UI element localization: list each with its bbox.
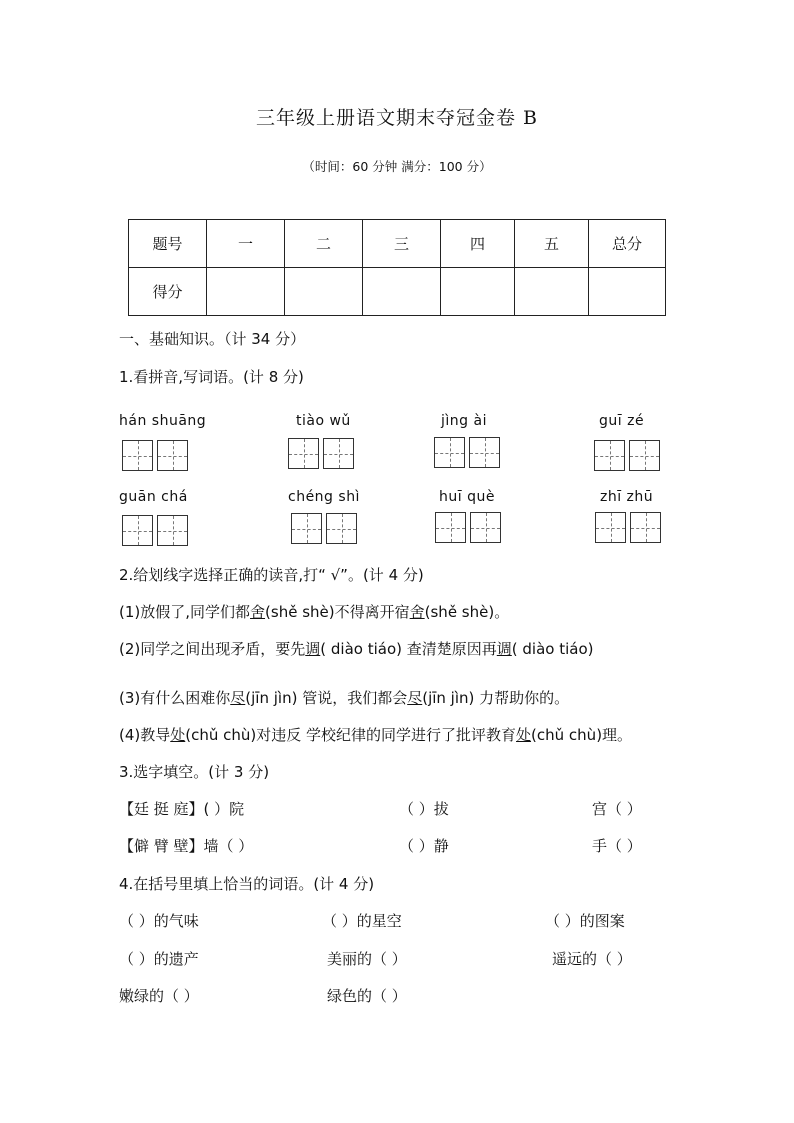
pinyin-label: tiào wǔ xyxy=(296,413,351,429)
pinyin-label: huī què xyxy=(439,489,495,505)
question-1-prompt: 1.看拼音,写词语。(计 8 分) xyxy=(119,368,304,386)
fill-item: （ ）的气味 xyxy=(119,912,199,930)
question-2-prompt: 2.给划线字选择正确的读音,打“ √”。(计 4 分) xyxy=(119,566,424,584)
writing-grid[interactable] xyxy=(122,515,192,546)
writing-grid[interactable] xyxy=(435,512,505,543)
grid-cell[interactable] xyxy=(594,440,625,471)
grid-cell[interactable] xyxy=(469,437,500,468)
fill-item: （ ）的星空 xyxy=(322,912,402,930)
question-4-prompt: 4.在括号里填上恰当的词语。(计 4 分) xyxy=(119,875,375,893)
grid-cell[interactable] xyxy=(470,512,501,543)
pinyin-label: jìng ài xyxy=(441,413,487,429)
score-blank-cell xyxy=(363,268,441,316)
fill-item: 【廷 挺 庭】( ）院 xyxy=(119,800,245,818)
fill-item: 手（ ） xyxy=(592,837,642,855)
score-header-cell: 一 xyxy=(207,220,285,268)
question-2-line-3: (3)有什么困难你尽(jīn jìn) 管说，我们都会尽(jīn jìn) 力帮助你的。 xyxy=(119,689,570,707)
score-header-cell: 二 xyxy=(285,220,363,268)
score-header-cell: 总分 xyxy=(589,220,666,268)
pinyin-label: chéng shì xyxy=(288,489,360,505)
fill-item: 遥远的（ ） xyxy=(552,950,632,968)
grid-cell[interactable] xyxy=(326,513,357,544)
score-blank-cell xyxy=(441,268,515,316)
pinyin-label: zhī zhū xyxy=(600,489,654,505)
pinyin-label: guī zé xyxy=(599,413,645,429)
fill-item: （ ）的图案 xyxy=(545,912,625,930)
section-heading: 一、基础知识。（计 34 分） xyxy=(119,330,306,348)
fill-item: 美丽的（ ） xyxy=(327,950,407,968)
score-header-cell: 三 xyxy=(363,220,441,268)
exam-info: （时间：60 分钟 满分：100 分） xyxy=(302,159,492,174)
writing-grid[interactable] xyxy=(288,438,358,469)
score-blank-cell xyxy=(207,268,285,316)
writing-grid[interactable] xyxy=(291,513,361,544)
grid-cell[interactable] xyxy=(629,440,660,471)
grid-cell[interactable] xyxy=(288,438,319,469)
grid-cell[interactable] xyxy=(157,515,188,546)
score-header-cell: 五 xyxy=(515,220,589,268)
fill-item: 绿色的（ ） xyxy=(327,987,407,1005)
question-2-line-1: (1)放假了,同学们都舍(shě shè)不得离开宿舍(shě shè)。 xyxy=(119,603,510,621)
grid-cell[interactable] xyxy=(595,512,626,543)
score-header-cell: 题号 xyxy=(129,220,207,268)
score-blank-cell xyxy=(285,268,363,316)
fill-item: （ ）拔 xyxy=(399,800,449,818)
question-2-line-4: (4)教导处(chǔ chù)对违反 学校纪律的同学进行了批评教育处(chǔ chù)理。 xyxy=(119,726,633,744)
grid-cell[interactable] xyxy=(157,440,188,471)
score-header-cell: 四 xyxy=(441,220,515,268)
writing-grid[interactable] xyxy=(434,437,504,468)
grid-cell[interactable] xyxy=(434,437,465,468)
pinyin-label: guān chá xyxy=(119,489,188,505)
fill-item: （ ）静 xyxy=(399,837,449,855)
page-title: 三年级上册语文期末夺冠金卷 B xyxy=(255,107,538,129)
grid-cell[interactable] xyxy=(630,512,661,543)
question-2-line-2: (2)同学之间出现矛盾，要先调( diào tiáo) 查清楚原因再调( diào tiáo) xyxy=(119,640,594,658)
fill-item: 嫩绿的（ ） xyxy=(119,987,199,1005)
fill-item: 【僻 臂 壁】墙（ ） xyxy=(119,837,254,855)
pinyin-label: hán shuāng xyxy=(119,413,207,429)
score-blank-cell xyxy=(515,268,589,316)
grid-cell[interactable] xyxy=(122,515,153,546)
score-table-score-row xyxy=(129,268,666,316)
grid-cell[interactable] xyxy=(291,513,322,544)
fill-item: 宫（ ） xyxy=(592,800,642,818)
grid-cell[interactable] xyxy=(435,512,466,543)
grid-cell[interactable] xyxy=(323,438,354,469)
score-table xyxy=(128,219,666,316)
writing-grid[interactable] xyxy=(594,440,664,471)
score-blank-cell xyxy=(589,268,666,316)
question-3-prompt: 3.选字填空。(计 3 分) xyxy=(119,763,270,781)
grid-cell[interactable] xyxy=(122,440,153,471)
writing-grid[interactable] xyxy=(122,440,192,471)
score-table-header-row xyxy=(129,220,666,268)
writing-grid[interactable] xyxy=(595,512,665,543)
score-row-label: 得分 xyxy=(129,268,207,316)
fill-item: （ ）的遗产 xyxy=(119,950,199,968)
